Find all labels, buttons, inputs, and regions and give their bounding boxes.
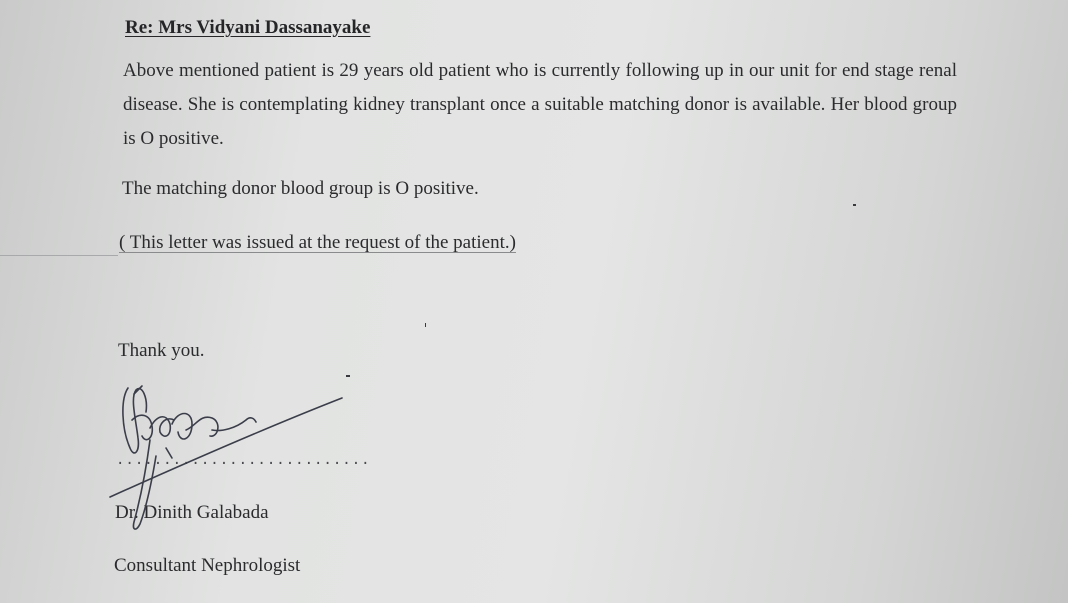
letter-subject: Re: Mrs Vidyani Dassanayake bbox=[125, 17, 371, 38]
signature-dotted-line: ........................... bbox=[116, 452, 371, 468]
doctor-name: Dr. Dinith Galabada bbox=[115, 502, 269, 523]
ink-speck bbox=[346, 375, 350, 377]
faint-rule-line bbox=[0, 255, 118, 256]
doctor-title: Consultant Nephrologist bbox=[114, 555, 301, 576]
closing-line: Thank you. bbox=[118, 340, 205, 361]
ink-speck bbox=[853, 204, 856, 206]
request-note-line: ( This letter was issued at the request of the patient.) bbox=[119, 232, 516, 253]
letter-body-paragraph: Above mentioned patient is 29 years old patient who is currently following up in our unit for end stage renal disease. She is contemplating kidney transplant once a suitable matching donor is available. Her blood group is O positive. bbox=[123, 60, 957, 149]
ink-speck bbox=[425, 323, 426, 327]
donor-blood-group-line: The matching donor blood group is O positive. bbox=[122, 178, 479, 199]
